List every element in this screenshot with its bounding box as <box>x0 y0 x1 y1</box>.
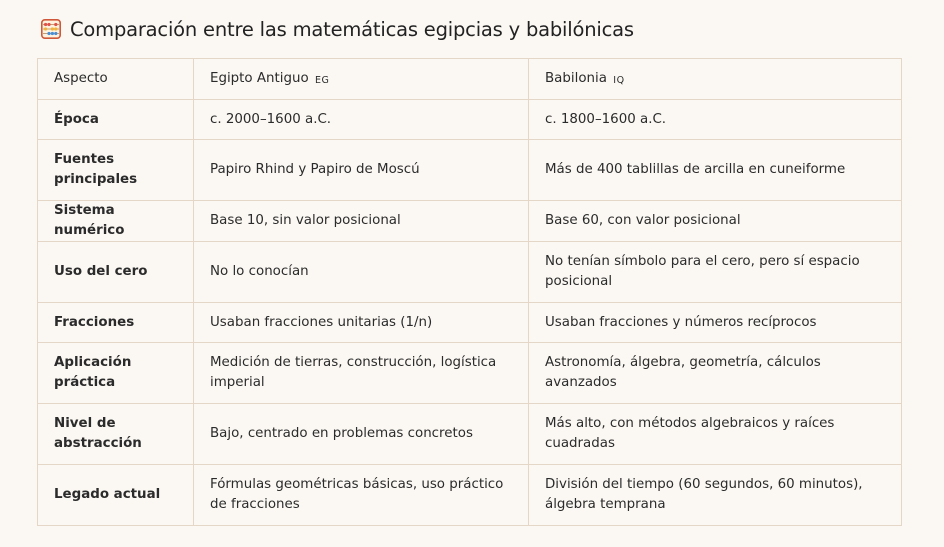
cell-egypt: Papiro Rhind y Papiro de Moscú <box>194 140 529 201</box>
cell-aspect: Fuentes principales <box>38 140 194 201</box>
cell-babylon: No tenían símbolo para el cero, pero sí espacio posicional <box>529 242 902 303</box>
babylon-country-code: IQ <box>613 74 625 86</box>
cell-aspect: Aplicación práctica <box>38 343 194 404</box>
page-title: Comparación entre las matemáticas egipcias y babilónicas <box>70 17 634 41</box>
header-egypt-label: Egipto Antiguo <box>210 70 309 86</box>
abacus-icon <box>41 19 61 39</box>
cell-egypt: No lo conocían <box>194 242 529 303</box>
table-row <box>38 404 902 465</box>
egypt-country-code: EG <box>314 74 330 86</box>
cell-babylon: Usaban fracciones y números recíprocos <box>529 303 902 343</box>
table-header-row <box>38 59 902 100</box>
header-aspect: Aspecto <box>38 59 194 100</box>
table-row <box>38 201 902 242</box>
cell-egypt: Fórmulas geométricas básicas, uso práctico de fracciones <box>194 465 529 526</box>
title-row <box>41 16 634 42</box>
cell-egypt: Bajo, centrado en problemas concretos <box>194 404 529 465</box>
table-row <box>38 465 902 526</box>
cell-aspect: Uso del cero <box>38 242 194 303</box>
cell-egypt: Usaban fracciones unitarias (1/n) <box>194 303 529 343</box>
table-row <box>38 242 902 303</box>
cell-egypt: Medición de tierras, construcción, logística imperial <box>194 343 529 404</box>
cell-babylon: c. 1800–1600 a.C. <box>529 100 902 140</box>
header-babylon <box>529 59 902 100</box>
cell-babylon: Más alto, con métodos algebraicos y raíces cuadradas <box>529 404 902 465</box>
cell-aspect: Legado actual <box>38 465 194 526</box>
cell-babylon: Base 60, con valor posicional <box>529 201 902 242</box>
header-babylon-label: Babilonia <box>545 70 607 86</box>
table-row <box>38 303 902 343</box>
cell-aspect: Época <box>38 100 194 140</box>
table-row <box>38 140 902 201</box>
cell-aspect: Sistema numérico <box>38 201 194 242</box>
cell-babylon: División del tiempo (60 segundos, 60 minutos), álgebra temprana <box>529 465 902 526</box>
cell-aspect: Fracciones <box>38 303 194 343</box>
header-egypt <box>194 59 529 100</box>
cell-aspect: Nivel de abstracción <box>38 404 194 465</box>
table-row <box>38 343 902 404</box>
cell-babylon: Más de 400 tablillas de arcilla en cuneiforme <box>529 140 902 201</box>
cell-babylon: Astronomía, álgebra, geometría, cálculos avanzados <box>529 343 902 404</box>
table-row <box>38 100 902 140</box>
comparison-table <box>37 58 902 526</box>
cell-egypt: c. 2000–1600 a.C. <box>194 100 529 140</box>
cell-egypt: Base 10, sin valor posicional <box>194 201 529 242</box>
